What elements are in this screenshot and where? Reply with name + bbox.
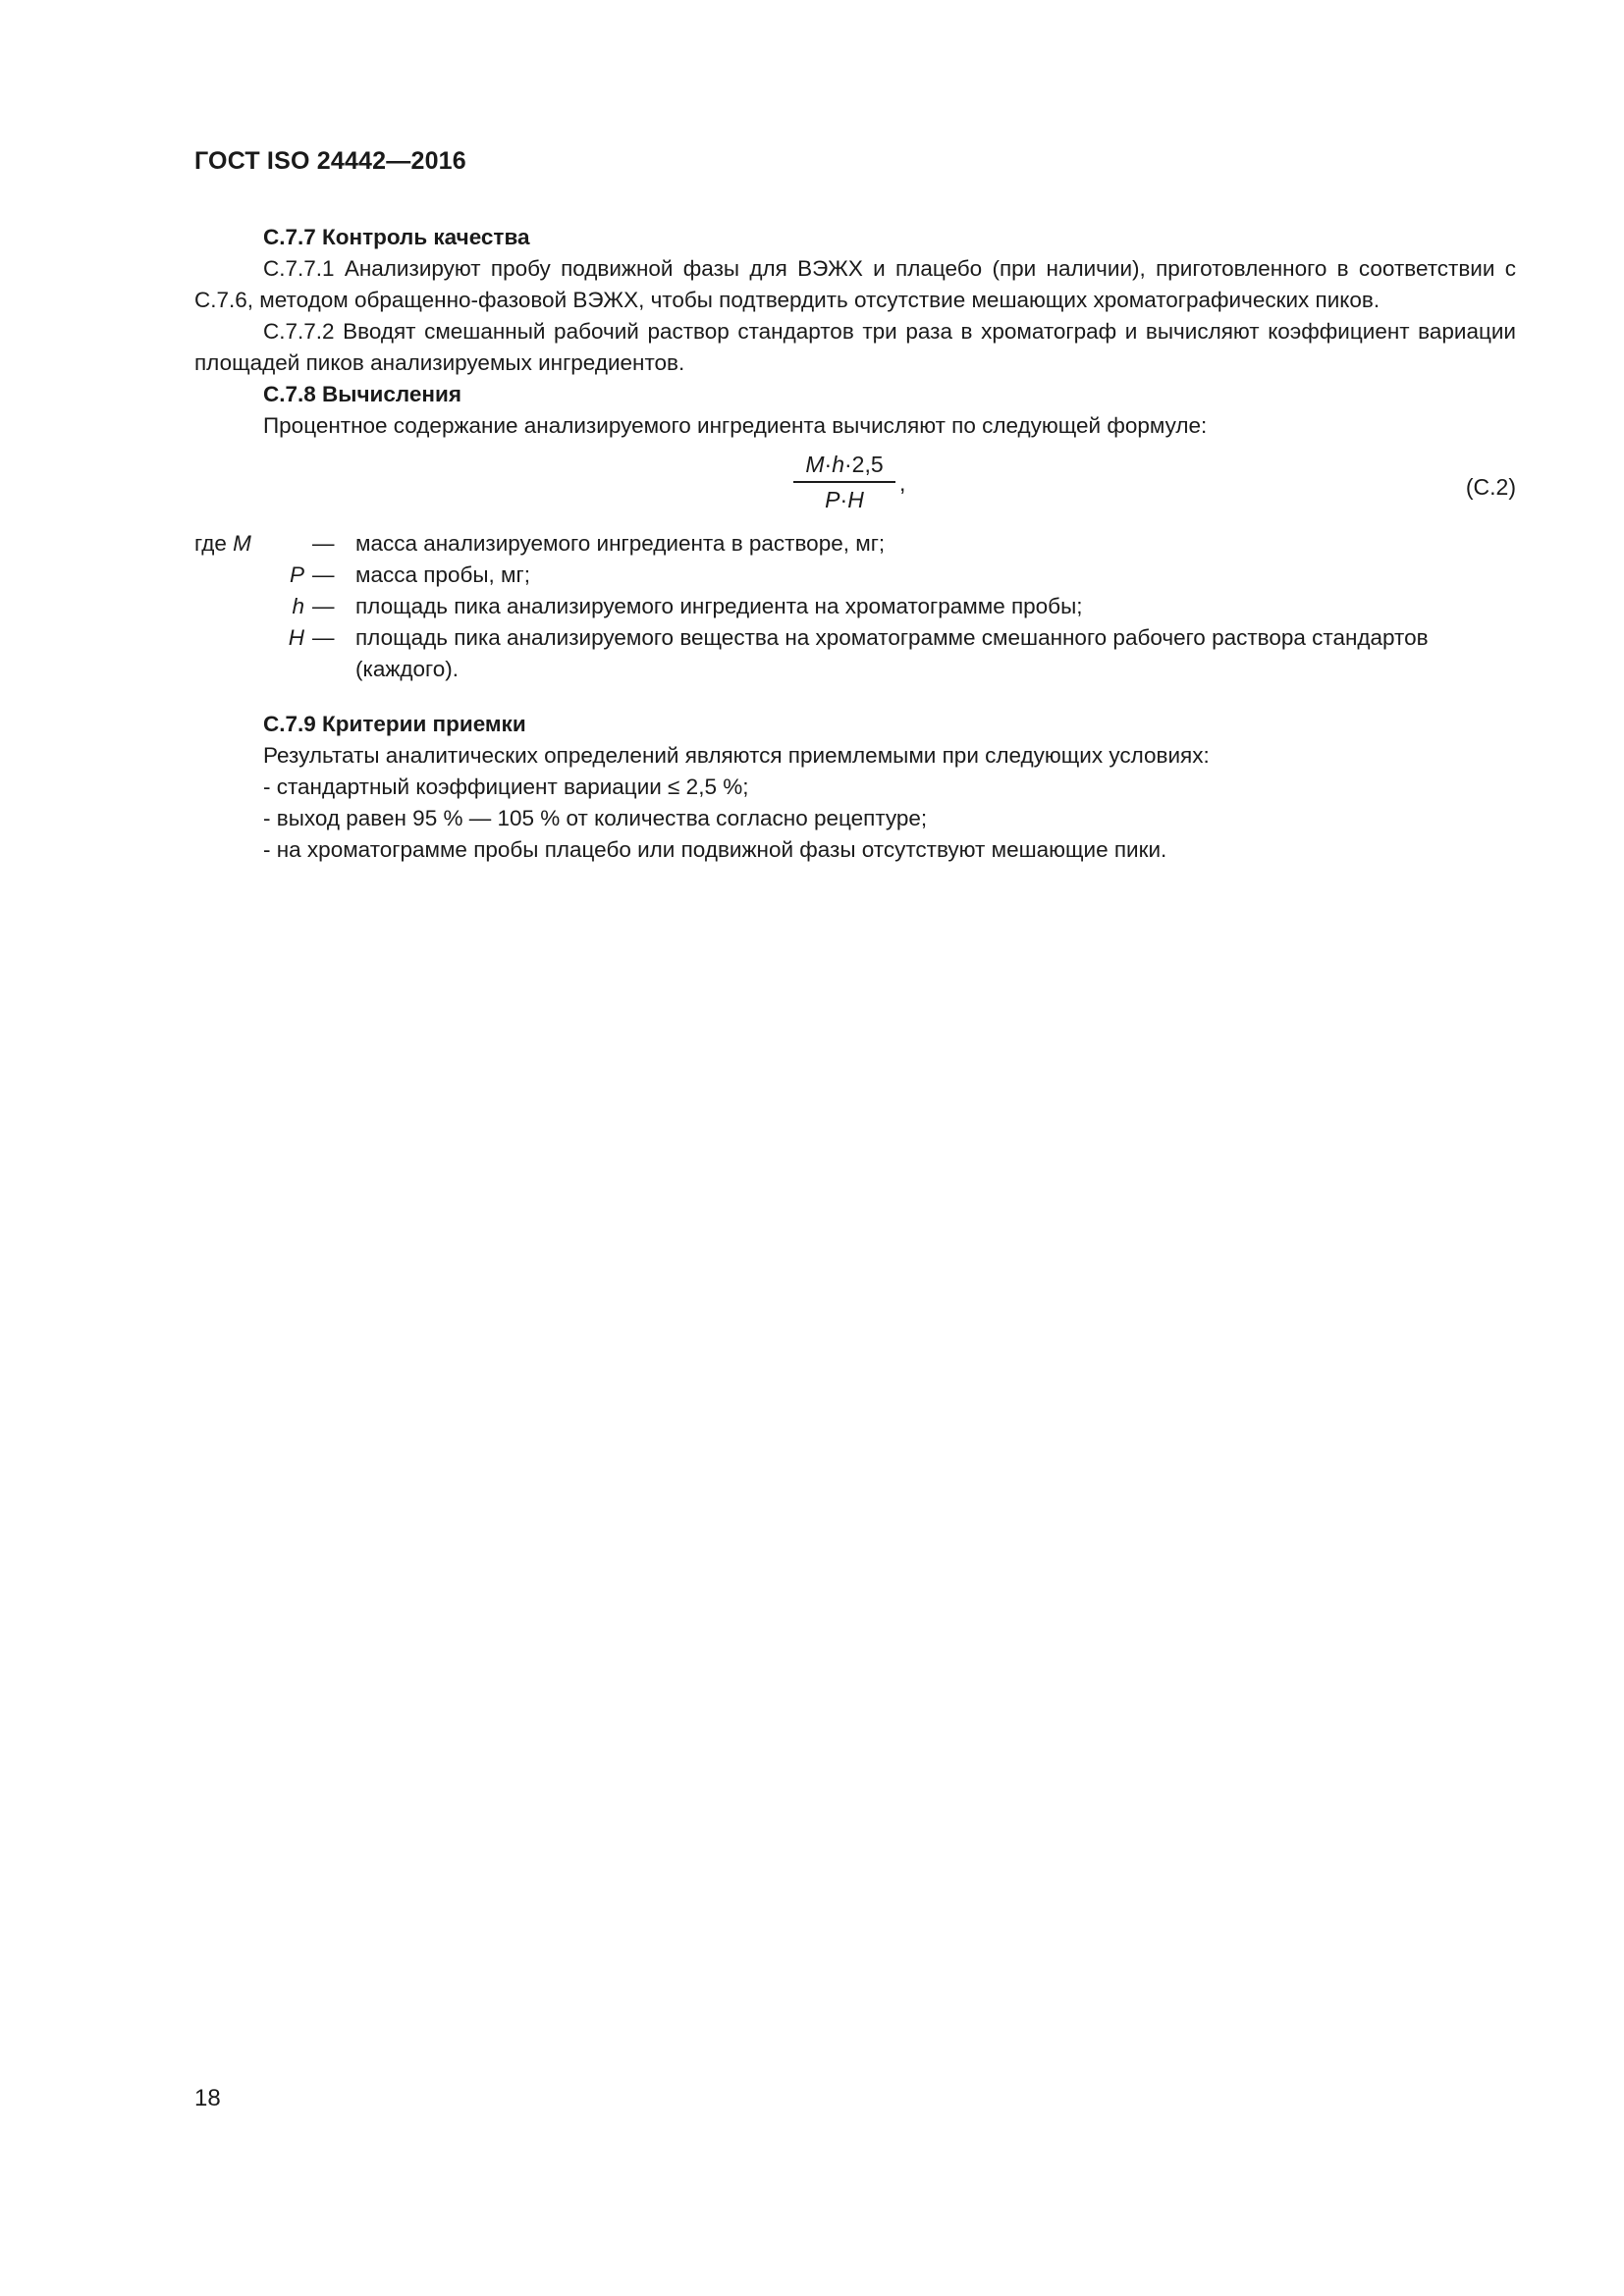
formula-denominator: P·H [825,487,864,512]
formula-intro: Процентное содержание анализируемого ингредиента вычисляют по следующей формуле: [263,413,1208,438]
variable-def-row: P — масса пробы, мг; [194,560,1516,591]
formula-fraction [793,450,895,514]
formula-c2 [194,450,1516,524]
where-word: где [194,531,227,556]
variable-symbol: P [289,562,304,587]
variable-description: площадь пика анализируемого вещества на хроматограмме смешанного рабочего раствора стандартов (каждого). [355,625,1429,681]
variable-symbol: M [233,531,251,556]
variable-def-row: h — площадь пика анализируемого ингредиента на хроматограмме пробы; [194,591,1516,622]
variable-definitions [194,528,1516,685]
variable-description: масса анализируемого ингредиента в растворе, мг; [355,531,886,556]
variable-description: площадь пика анализируемого ингредиента на хроматограмме пробы; [355,594,1083,618]
criteria-item: - стандартный коэффициент вариации ≤ 2,5 %; [263,774,749,799]
section-heading-c79: С.7.9 Критерии приемки [263,712,526,736]
variable-symbol: H [288,625,304,650]
variable-def-row: где M — масса анализируемого ингредиента в растворе, мг; [194,528,1516,560]
section-heading-c78: С.7.8 Вычисления [263,382,461,406]
variable-def-row: H — площадь пика анализируемого вещества на хроматограмме смешанного рабочего раствора стандартов (каждого). [194,622,1516,685]
variable-symbol: h [292,594,304,618]
formula-numerator: M·h·2,5 [793,450,895,483]
paragraph-c771: С.7.7.1 Анализируют пробу подвижной фазы для ВЭЖХ и плацебо (при наличии), приготовленного в соответствии с С.7.6, методом обращенно-фазовой ВЭЖХ, чтобы подтвердить отсутствие мешающих хроматографических пиков. [194,256,1516,312]
document-body [194,222,1516,866]
criteria-item: - на хроматограмме пробы плацебо или подвижной фазы отсутствуют мешающие пики. [263,837,1167,862]
paragraph-c772: С.7.7.2 Вводят смешанный рабочий раствор стандартов три раза в хроматограф и вычисляют коэффициент вариации площадей пиков анализируемых ингредиентов. [194,319,1516,375]
criteria-item: - выход равен 95 % — 105 % от количества согласно рецептуре; [263,806,928,830]
page-number: 18 [194,2085,221,2111]
document-header: ГОСТ ISO 24442—2016 [194,147,466,175]
criteria-intro: Результаты аналитических определений являются приемлемыми при следующих условиях: [263,743,1210,768]
equation-number: (С.2) [1465,474,1516,500]
variable-description: масса пробы, мг; [355,562,530,587]
formula-comma: , [899,470,906,496]
section-heading-c77: С.7.7 Контроль качества [263,225,530,249]
